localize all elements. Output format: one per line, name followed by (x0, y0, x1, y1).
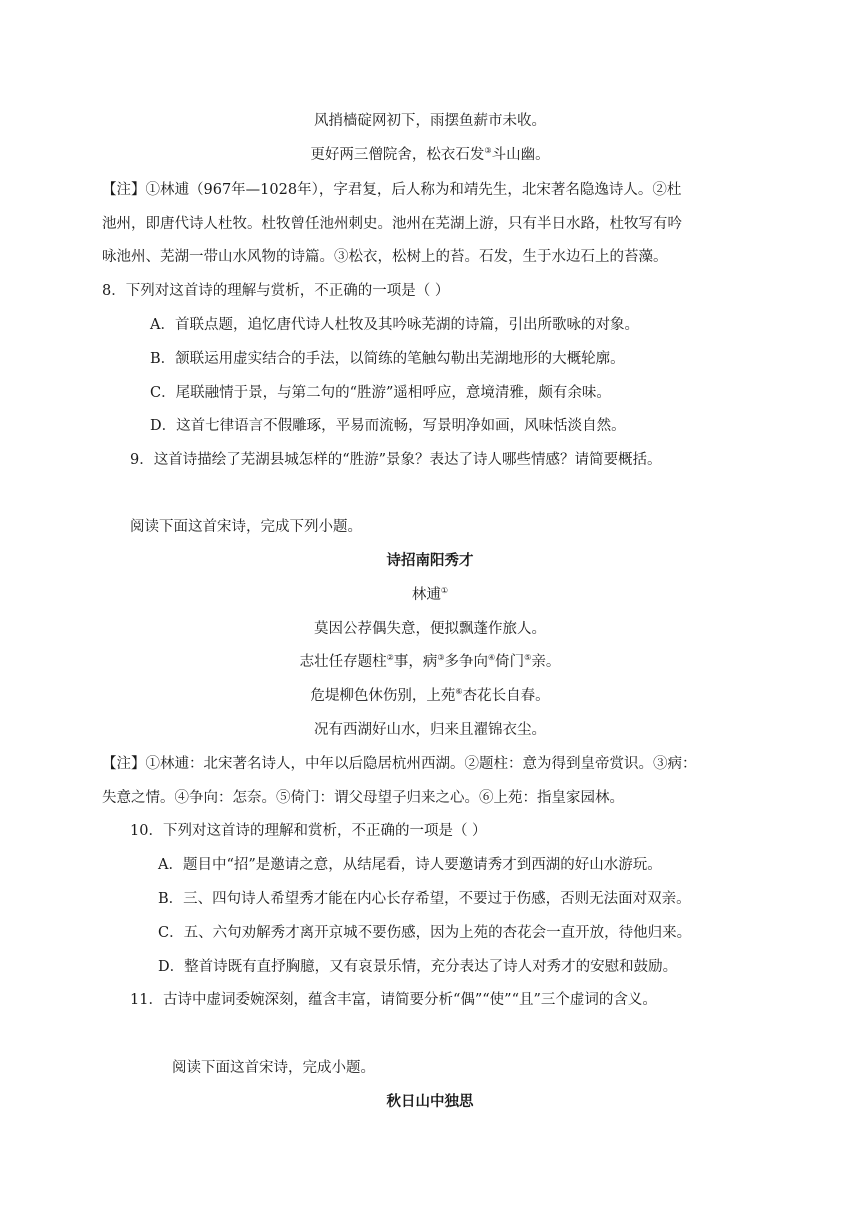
poem1-line4: 更好两三僧院舍，松衣石发③斗山幽。 (310, 146, 550, 163)
poem2-author: 林逋① (411, 586, 449, 603)
question-8-option-a: A．首联点题，追忆唐代诗人杜牧及其吟咏芜湖的诗篇，引出所歌咏的对象。 (150, 317, 639, 333)
question-10-stem: 10．下列对这首诗的理解和赏析，不正确的一项是（ ） (130, 823, 487, 839)
question-8-option-d: D．这首七律语言不假雕琢，平易而流畅，写景明净如画，风味恬淡自然。 (150, 418, 626, 434)
note2-line: 【注】①林逋：北宋著名诗人，中年以后隐居杭州西湖。②题柱：意为得到皇帝赏识。③病： (102, 756, 697, 772)
poem1-line3: 风捎樯碇网初下，雨摆鱼薪市未收。 (314, 113, 546, 129)
note1-line: 咏池州、芜湖一带山水风物的诗篇。③松衣，松树上的苔。石发，生于水边石上的苔藻。 (102, 249, 668, 265)
poem2-line3: 危堤柳色休伤别，上苑⑥杏花长自春。 (310, 687, 550, 704)
question-8-stem: 8．下列对这首诗的理解与赏析，不正确的一项是（ ） (102, 283, 450, 299)
poem3-title: 秋日山中独思 (386, 1093, 474, 1110)
question-8-option-c: C．尾联融情于景，与第二句的“胜游”遥相呼应，意境清雅，颇有余味。 (150, 385, 611, 401)
note1-line: 池州，即唐代诗人杜牧。杜牧曾任池州刺史。池州在芜湖上游，只有半日水路，杜牧写有吟 (102, 216, 682, 232)
note2-line: 失意之情。④争向：怎奈。⑤倚门：谓父母望子归来之心。⑥上苑：指皇家园林。 (102, 790, 624, 806)
question-11: 11．古诗中虚词委婉深刻，蕴含丰富，请简要分析“偶”“使”“且”三个虚词的含义。 (130, 992, 657, 1008)
poem2-line2: 志壮任存题柱②事，病③多争向④倚门⑤亲。 (299, 653, 561, 670)
question-9: 9．这首诗描绘了芜湖县城怎样的“胜游”景象？表达了诗人哪些情感？请简要概括。 (130, 452, 662, 468)
question-10-option-a: A．题目中“招”是邀请之意，从结尾看，诗人要邀请秀才到西湖的好山水游玩。 (158, 857, 662, 873)
poem2-title: 诗招南阳秀才 (386, 552, 474, 569)
question-10-option-c: C．五、六句劝解秀才离开京城不要伤感，因为上苑的杏花会一直开放，待他归来。 (158, 925, 692, 941)
question-10-option-b: B．三、四句诗人希望秀才能在内心长存希望，不要过于伤感，否则无法面对双亲。 (158, 891, 691, 907)
section-intro: 阅读下面这首宋诗，完成下列小题。 (130, 519, 362, 535)
question-8-option-b: B．颔联运用虚实结合的手法，以简练的笔触勾勒出芜湖地形的大概轮廓。 (150, 351, 625, 367)
footnote-ref: ③ (484, 146, 492, 155)
section-intro: 阅读下面这首宋诗，完成小题。 (172, 1060, 375, 1076)
question-10-option-d: D．整首诗既有直抒胸臆，又有哀景乐情，充分表达了诗人对秀才的安慰和鼓励。 (158, 959, 678, 975)
poem2-line1: 莫因公荐偶失意，便拟飘蓬作旅人。 (314, 621, 546, 637)
poem2-line4: 况有西湖好山水，归来且濯锦衣尘。 (314, 722, 546, 738)
footnote-ref: ① (440, 586, 449, 595)
note1-line: 【注】①林逋（967年—1028年），字君复，后人称为和靖先生，北宋著名隐逸诗人。②杜 (102, 182, 682, 198)
